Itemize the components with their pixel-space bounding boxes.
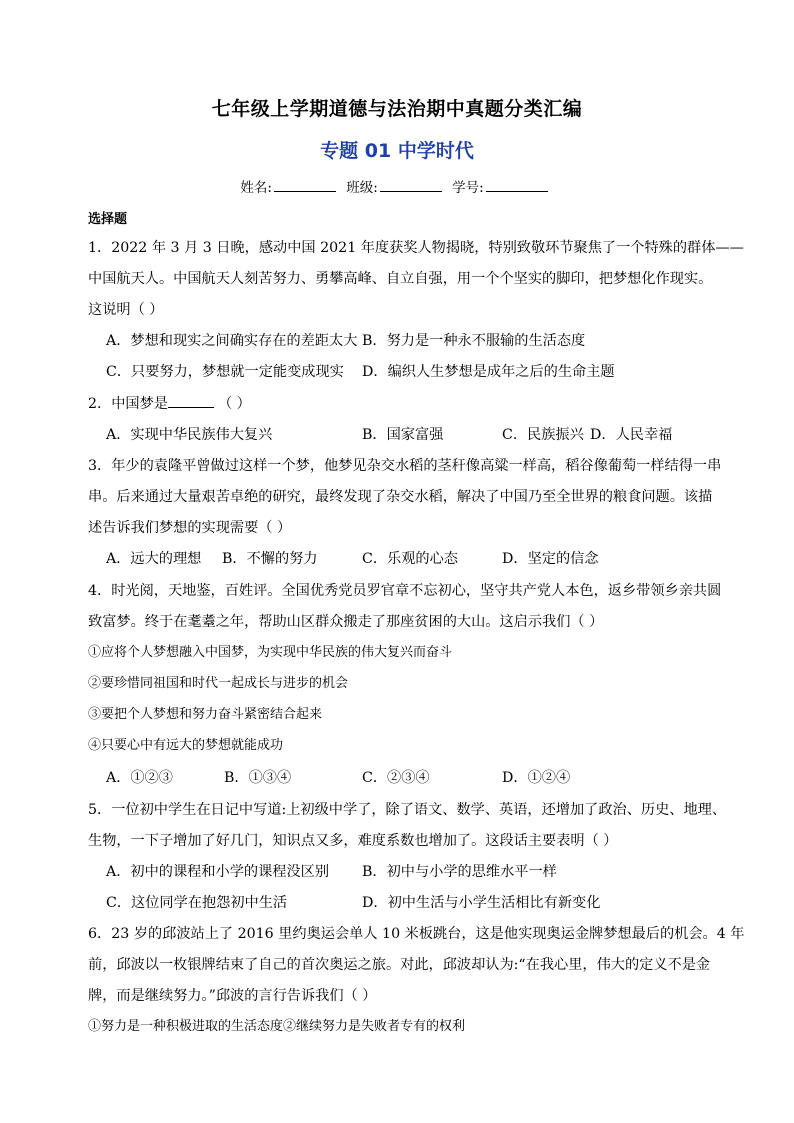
name-blank[interactable] bbox=[274, 179, 336, 192]
name-label: 姓名: bbox=[240, 180, 272, 196]
q6-line-3: 牌，而是继续努力。”邱波的言行告诉我们（ ） bbox=[88, 988, 377, 1004]
q2-answer-blank bbox=[168, 393, 214, 408]
q1-option-d: D．编织人生梦想是成年之后的生命主题 bbox=[362, 364, 615, 380]
id-label: 学号: bbox=[452, 180, 484, 196]
q4-item-3: ③要把个人梦想和努力奋斗紧密结合起来 bbox=[88, 707, 323, 722]
q5-option-c: C．这位同学在抱怨初中生活 bbox=[106, 895, 288, 911]
q4-item-2: ②要珍惜同祖国和时代一起成长与进步的机会 bbox=[88, 676, 349, 691]
q5-option-a: A．初中的课程和小学的课程没区别 bbox=[106, 864, 330, 880]
q1-line-2: 中国航天人。中国航天人刻苦努力、勇攀高峰、自立自强，用一个个坚实的脚印，把梦想化作现实。 bbox=[88, 271, 713, 287]
class-label: 班级: bbox=[346, 180, 378, 196]
class-blank[interactable] bbox=[380, 179, 442, 192]
document-subtitle: 专题 01 中学时代 bbox=[320, 140, 474, 162]
q3-line-1: 3．年少的袁隆平曾做过这样一个梦，他梦见杂交水稻的茎秆像高粱一样高，稻谷像葡萄一样结得一串 bbox=[88, 458, 722, 474]
q2-option-a: A．实现中华民族伟大复兴 bbox=[106, 427, 273, 443]
q5-line-2: 生物，一下子增加了好几门，知识点又多，难度系数也增加了。这段话主要表明（ ） bbox=[88, 833, 618, 849]
q1-line-1: 1．2022 年 3 月 3 日晚，感动中国 2021 年度获奖人物揭晓，特别致敬环节聚焦了一个特殊的群体—— bbox=[88, 240, 744, 256]
q3-option-a: A．远大的理想 bbox=[106, 551, 202, 567]
q4-option-b: B．①③④ bbox=[224, 770, 292, 786]
q5-option-b: B．初中与小学的思维水平一样 bbox=[362, 864, 557, 880]
id-blank[interactable] bbox=[486, 179, 548, 192]
q4-line-1: 4．时光阅，天地鉴，百姓评。全国优秀党员罗官章不忘初心，坚守共产党人本色，返乡带领乡亲共圆 bbox=[88, 583, 722, 599]
q6-item-1: ①努力是一种积极进取的生活态度②继续努力是失败者专有的权利 bbox=[88, 1019, 466, 1034]
q2-option-b: B．国家富强 bbox=[362, 427, 444, 443]
q3-line-2: 串。后来通过大量艰苦卓绝的研究，最终发现了杂交水稻，解决了中国乃至全世界的粮食问题。该描 bbox=[88, 489, 713, 505]
q4-option-d: D．①②④ bbox=[502, 770, 571, 786]
q1-option-c: C．只要努力，梦想就一定能变成现实 bbox=[106, 364, 344, 380]
q6-line-1: 6．23 岁的邱波站上了 2016 里约奥运会单人 10 米板跳台，这是他实现奥运金牌梦想最后的机会。4 年 bbox=[88, 926, 745, 942]
q4-option-c: C．②③④ bbox=[362, 770, 430, 786]
q2-stem-suffix: （ ） bbox=[217, 396, 251, 412]
q4-option-a: A．①②③ bbox=[106, 770, 173, 786]
q5-line-1: 5．一位初中学生在日记中写道:上初级中学了，除了语文、数学、英语，还增加了政治、历史、地理、 bbox=[88, 802, 727, 818]
q3-line-3: 述告诉我们梦想的实现需要（ ） bbox=[88, 520, 292, 536]
q1-option-a: A．梦想和现实之间确实存在的差距太大 bbox=[106, 333, 358, 349]
q2-stem bbox=[88, 393, 251, 414]
q3-option-d: D．坚定的信念 bbox=[502, 551, 599, 567]
q3-option-b: B．不懈的努力 bbox=[222, 551, 318, 567]
q2-option-c: C．民族振兴 bbox=[502, 427, 584, 443]
q1-option-b: B．努力是一种永不服输的生活态度 bbox=[362, 333, 586, 349]
section-label: 选择题 bbox=[88, 212, 128, 227]
q2-option-d: D．人民幸福 bbox=[590, 427, 673, 443]
q4-item-1: ①应将个人梦想融入中国梦，为实现中华民族的伟大复兴而奋斗 bbox=[88, 645, 453, 660]
student-info-row bbox=[0, 176, 794, 196]
q3-option-c: C．乐观的心态 bbox=[362, 551, 458, 567]
q4-item-4: ④只要心中有远大的梦想就能成功 bbox=[88, 738, 284, 753]
q1-line-3: 这说明（ ） bbox=[88, 302, 164, 318]
q4-line-2: 致富梦。终于在耄耋之年，帮助山区群众搬走了那座贫困的大山。这启示我们（ ） bbox=[88, 614, 604, 630]
q2-stem-prefix: 2．中国梦是 bbox=[88, 396, 168, 412]
document-title: 七年级上学期道德与法治期中真题分类汇编 bbox=[211, 98, 583, 120]
q6-line-2: 前，邱波以一枚银牌结束了自己的首次奥运之旅。对此，邱波却认为:“在我心里，伟大的定义不是金 bbox=[88, 957, 711, 973]
q5-option-d: D．初中生活与小学生活相比有新变化 bbox=[362, 895, 601, 911]
